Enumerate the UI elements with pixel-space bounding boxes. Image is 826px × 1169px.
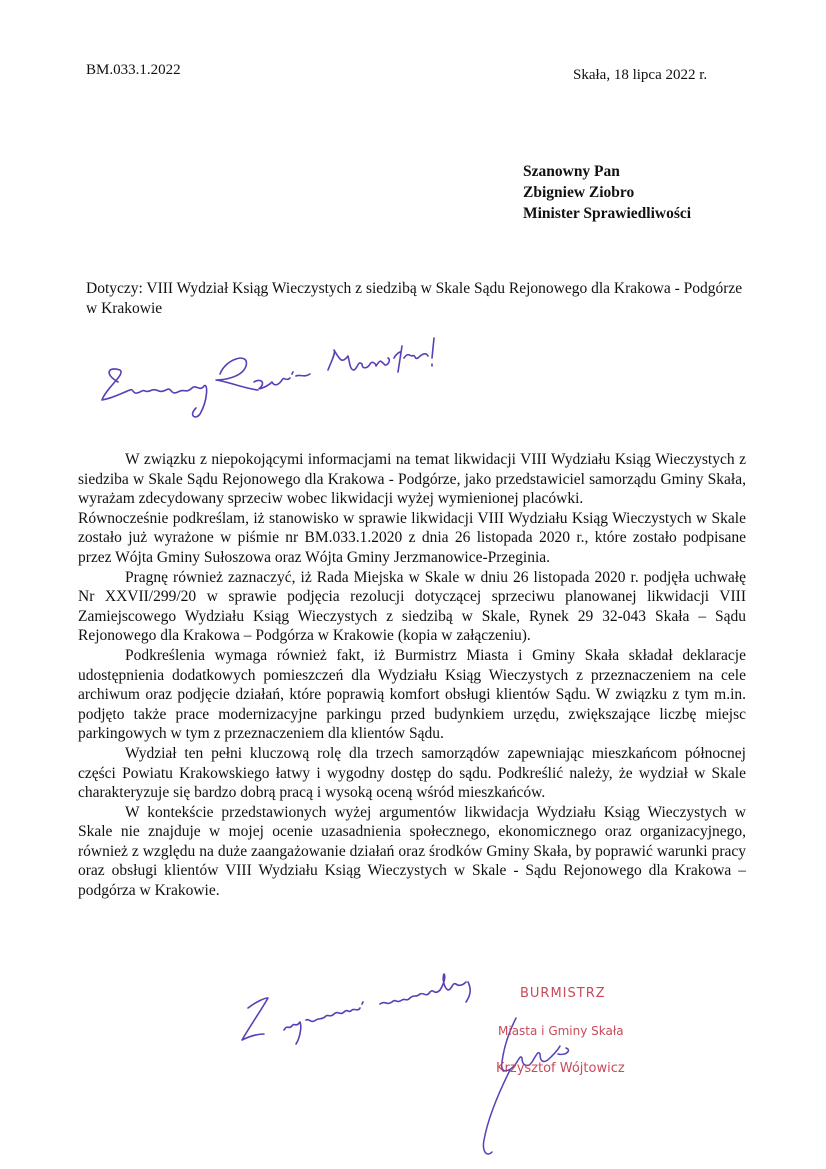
addressee-title: Minister Sprawiedliwości — [523, 205, 692, 222]
body-paragraph: W kontekście przedstawionych wyżej argumentów likwidacja Wydziału Ksiąg Wieczystych w Skale nie znajduje w mojej ocenie uzasadnienia społecznego, ekonomicznego oraz organizacyjnego, również z względu na duże zaangażowanie działań oraz środków Gminy Skała, by poprawić warunki pracy oraz obsługi klientów VIII Wydziału Ksiąg Wieczystych w Skale - Sądu Rejonowego dla Krakowa – podgórza w Krakowie. — [78, 803, 746, 900]
stamp-office: Miasta i Gminy Skała — [498, 1024, 624, 1038]
stamp-name: Krzysztof Wójtowicz — [496, 1061, 625, 1076]
body-paragraph: Pragnę również zaznaczyć, iż Rada Miejska w Skale w dniu 26 listopada 2020 r. podjęła uchwałę Nr XXVII/299/20 w sprawie podjęcia rezolucji dotyczącej sprzeciwu planowanej likwidacji VIII Zamiejscowego Wydziału Ksiąg Wieczystych z siedzibą w Skale, Rynek 29 32-043 Skała – Sądu Rejonowego dla Krakowa – Podgórza w Krakowie (kopia w załączeniu). — [78, 568, 746, 645]
subject-line: Dotyczy: VIII Wydział Ksiąg Wieczystych z siedzibą w Skale Sądu Rejonowego dla Krakowa - Podgórze w Krakowie — [86, 280, 743, 317]
body-paragraph: Równocześnie podkreślam, iż stanowisko w sprawie likwidacji VIII Wydziału Ksiąg Wieczystych w Skale zostało już wyrażone w piśmie nr BM.033.1.2020 z dnia 26 listopada 2020 r., które zostało podpisane przez Wójta Gminy Sułoszowa oraz Wójta Gminy Jerzmanowice-Przeginia. — [78, 509, 746, 566]
reference-number: BM.033.1.2022 — [86, 62, 181, 78]
addressee-block — [523, 161, 691, 224]
place-and-date: Skała, 18 lipca 2022 r. — [573, 67, 708, 83]
letter-body — [78, 450, 746, 901]
handwritten-closing — [230, 968, 490, 1058]
body-paragraph: W związku z niepokojącymi informacjami na temat likwidacji VIII Wydziału Ksiąg Wieczystych z siedziba w Skale Sądu Rejonowego dla Krakowa - Podgórze, jako przedstawiciel samorządu Gminy Skała, wyrażam zdecydowany sprzeciw wobec likwidacji wyżej wymienionej placówki. — [78, 451, 746, 508]
stamp-title: BURMISTRZ — [520, 986, 606, 1001]
handwritten-salutation — [96, 330, 456, 420]
body-paragraph: Podkreślenia wymaga również fakt, iż Burmistrz Miasta i Gminy Skała składał deklaracje udostępnienia dodatkowych pomieszczeń dla Wydziału Ksiąg Wieczystych z przeznaczeniem na cele archiwum oraz podjęcie działań, które poprawią komfort obsługi klientów Sądu. W związku z tym m.in. podjęto także prace modernizacyjne parkingu przed budynkiem urzędu, zwiększające liczbę miejsc parkingowych w tym z przeznaczeniem dla klientów Sądu. — [78, 646, 746, 743]
addressee-salutation: Szanowny Pan — [523, 163, 620, 180]
body-paragraph: Wydział ten pełni kluczową rolę dla trzech samorządów zapewniając mieszkańcom północnej części Powiatu Krakowskiego łatwy i wygodny dostęp do sądu. Podkreślić należy, że wydział w Skale charakteryzuje się bardzo dobrą pracą i wysoką oceną wśród mieszkańców. — [78, 744, 746, 802]
addressee-name: Zbigniew Ziobro — [523, 184, 635, 201]
